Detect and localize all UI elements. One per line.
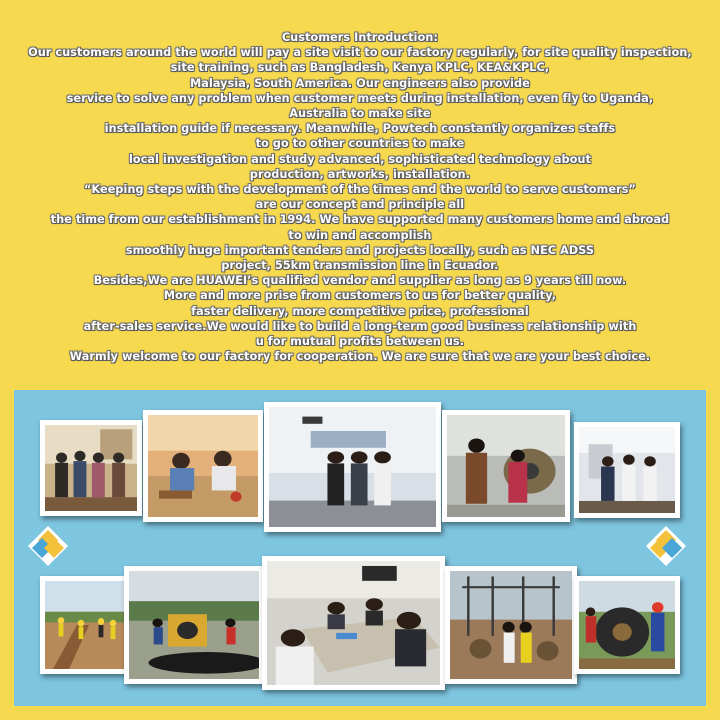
- intro-line: to win and accomplish: [288, 228, 432, 242]
- intro-line: u for mutual profits between us.: [255, 335, 465, 349]
- intro-line: are our concept and principle all: [255, 198, 465, 212]
- photo-conference-room: [262, 556, 445, 690]
- photo-substation-site: [445, 566, 577, 684]
- diamond-decoration-icon: [28, 526, 68, 566]
- intro-line: service to solve any problem when customer meets during installation, even fly to Uganda,: [66, 91, 654, 105]
- intro-title: Customers Introduction:: [281, 31, 439, 44]
- intro-line: Besides,We are HUAWEI’s qualified vendor and supplier as long as 9 years till now.: [93, 274, 627, 288]
- intro-line: site training, such as Bangladesh, Kenya KPLC, KEA&KPLC,: [170, 61, 550, 75]
- intro-line: Australia to make site: [289, 107, 431, 121]
- intro-line: to go to other countries to make: [255, 137, 465, 151]
- photo-customer-group-office: [40, 420, 142, 516]
- intro-line: “Keeping steps with the development of the times and the world to serve customers”: [84, 183, 636, 197]
- intro-line: Malaysia, South America. Our engineers also provide: [190, 76, 530, 90]
- intro-line: More and more prise from customers to us for better quality,: [163, 289, 557, 303]
- photo-handshake-meeting: [574, 422, 680, 518]
- photo-field-trench-workers: [40, 576, 130, 674]
- photo-cable-drum-inspection: [442, 410, 570, 522]
- intro-line: production, artworks, installation.: [249, 167, 471, 181]
- intro-line: Warmly welcome to our factory for cooperation. We are sure that we are your best choice.: [69, 350, 651, 364]
- intro-line: project, 55km transmission line in Ecuador.: [221, 259, 499, 273]
- intro-line: after-sales service.We would like to build a long-term good business relationship with: [83, 319, 637, 333]
- intro-line: installation guide if necessary. Meanwhile, Powtech constantly organizes staffs: [104, 122, 616, 136]
- photo-meeting-table: [143, 410, 263, 522]
- intro-line: local investigation and study advanced, sophisticated technology about: [128, 152, 592, 166]
- photo-cable-laying-site: [124, 566, 264, 684]
- intro-line: Our customers around the world will pay a site visit to our factory regularly, for site quality inspection,: [28, 46, 692, 60]
- intro-line: smoothly huge important tenders and projects locally, such as NEC ADSS: [125, 243, 595, 257]
- photo-cable-drum-worker: [574, 576, 680, 674]
- customers-introduction-text: [0, 30, 720, 364]
- intro-line: faster delivery, more competitive price, professional: [191, 304, 529, 318]
- photo-factory-lobby-visit: [264, 402, 441, 532]
- diamond-decoration-icon: [646, 526, 686, 566]
- intro-line: the time from our establishment in 1994. We have supported many customers home and abroad: [50, 213, 670, 227]
